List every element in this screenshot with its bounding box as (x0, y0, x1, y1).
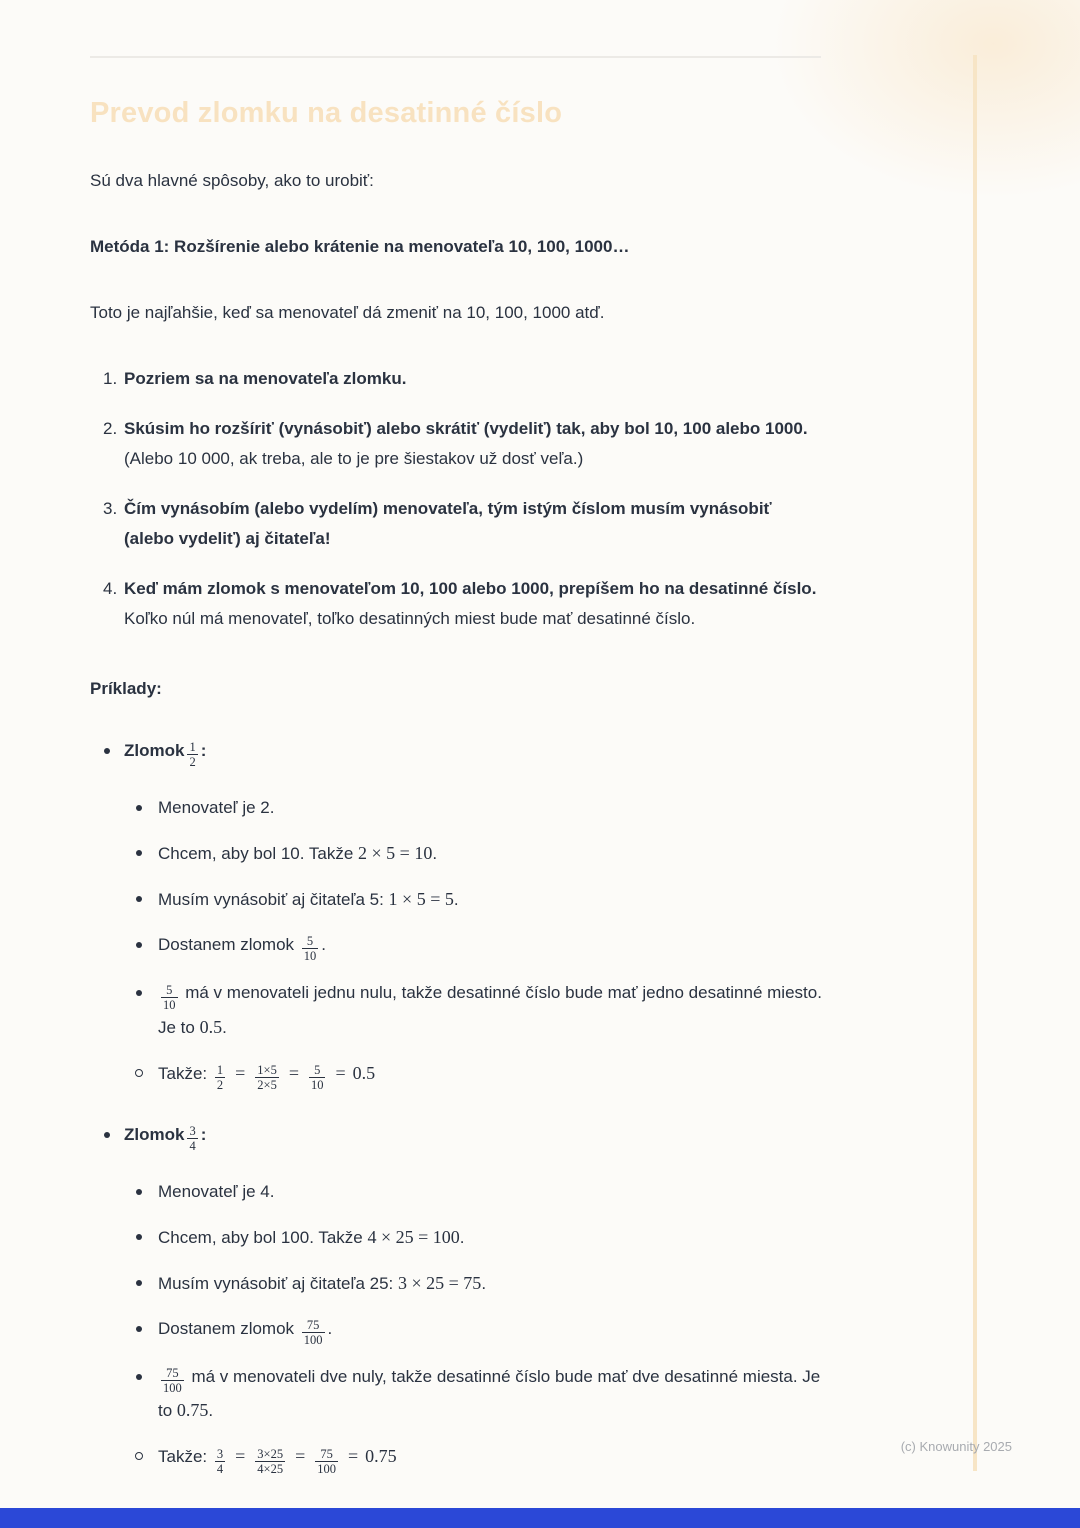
conclusion-item: Takže: $\frac{3}{4}$ = $\frac{3\times 25}{4\times 25}$ = $\frac{75}{100}$ = 0.75 (124, 1441, 822, 1475)
method1-heading: Metóda 1: Rozšírenie alebo krátenie na menovateľa 10, 100, 1000… (90, 237, 630, 256)
fraction-five-tenths: $\frac{5}{10}$ (163, 982, 176, 1012)
brand-bottom-bar (0, 1508, 1080, 1528)
fraction-seventyfive-hundredths: $\frac{75}{100}$ (163, 1366, 182, 1396)
fraction-one-half: $\frac{1}{2}$ (189, 740, 196, 770)
math-expression: 4 × 25 = 100 (367, 1226, 460, 1247)
step-item-3 (90, 494, 822, 554)
example-details-list (90, 793, 822, 1092)
page-title: Prevod zlomku na desatinné číslo (90, 97, 563, 129)
example-label: Zlomok $\frac{3}{4}$ : (90, 1120, 822, 1153)
detail-item: $\frac{75}{100}$ má v menovateli dve nuly, takže desatinné číslo bude mať dve desatinné miesta. Je to 0.75. (124, 1362, 822, 1426)
equals-sign: = (235, 1062, 246, 1083)
right-accent-line (973, 55, 977, 1471)
math-expression: 2 × 5 = 10 (358, 843, 433, 864)
equals-sign: = (295, 1446, 306, 1467)
example-one-half (90, 736, 822, 1092)
step-number: 2. (103, 419, 118, 438)
document-content (90, 0, 822, 1504)
detail-item: Musím vynásobiť aj čitateľa 5: 1 × 5 = 5. (124, 884, 822, 915)
intro-paragraph: Sú dva hlavné spôsoby, ako to urobiť: (90, 171, 374, 190)
detail-item: $\frac{5}{10}$ má v menovateli jednu nulu, takže desatinné číslo bude mať jedno desatinné miesto. Je to 0.5. (124, 978, 822, 1042)
copyright-text: (c) Knowunity 2025 (900, 1439, 1012, 1454)
fraction: $\frac{3}{4}$ (216, 1446, 224, 1476)
method1-description: Toto je najľahšie, keď sa menovateľ dá zmeniť na 10, 100, 1000 atď. (90, 303, 605, 322)
detail-item: Dostanem zlomok $\frac{5}{10}$ . (124, 930, 822, 963)
fraction: $\frac{1\times 5}{2\times 5}$ (257, 1062, 277, 1092)
step-text: Pozriem sa na menovateľa zlomku. (124, 369, 407, 388)
math-expression: 3 × 25 = 75 (398, 1272, 482, 1293)
equals-sign: = (347, 1446, 359, 1467)
equals-sign: = (235, 1446, 246, 1467)
detail-item: Menovateľ je 4. (124, 1177, 822, 1207)
math-expression: 0.75 (176, 1400, 209, 1421)
detail-item: Chcem, aby bol 100. Takže 4 × 25 = 100. (124, 1222, 822, 1253)
step-text: Skúsim ho rozšíriť (vynásobiť) alebo skrátiť (vydeliť) tak, aby bol 10, 100 alebo 1000. (Alebo 10 000, ak treba, ale to je pre šiestakov už dosť veľa.) (124, 419, 808, 468)
steps-list (90, 364, 822, 634)
detail-item: Chcem, aby bol 10. Takže 2 × 5 = 10. (124, 838, 822, 869)
detail-item: Menovateľ je 2. (124, 793, 822, 823)
fraction-three-quarters: $\frac{3}{4}$ (189, 1123, 196, 1153)
example-label: Zlomok $\frac{1}{2}$ : (90, 736, 822, 769)
step-item-1 (90, 364, 822, 394)
detail-item: Dostanem zlomok $\frac{75}{100}$ . (124, 1314, 822, 1347)
equals-sign: = (335, 1062, 346, 1083)
examples-list (90, 736, 822, 1476)
result-value: 0.5 (352, 1062, 376, 1083)
example-three-quarters (90, 1120, 822, 1476)
step-text: Čím vynásobím (alebo vydelím) menovateľa, tým istým číslom musím vynásobiť (alebo vydeliť) aj čitateľa! (124, 499, 772, 548)
fraction: $\frac{1}{2}$ (216, 1062, 224, 1092)
result-value: 0.75 (365, 1446, 397, 1467)
step-number: 3. (103, 499, 118, 518)
fraction-five-tenths: $\frac{5}{10}$ (303, 934, 317, 964)
step-number: 4. (103, 579, 118, 598)
example-details-list (90, 1177, 822, 1476)
fraction: $\frac{5}{10}$ (310, 1062, 324, 1092)
fraction: $\frac{75}{100}$ (317, 1446, 336, 1476)
step-item-2 (90, 414, 822, 474)
detail-item: Musím vynásobiť aj čitateľa 25: 3 × 25 = 75. (124, 1268, 822, 1299)
examples-heading: Príklady: (90, 679, 162, 698)
fraction: $\frac{3\times 25}{4\times 25}$ (257, 1446, 284, 1476)
equals-sign: = (288, 1062, 299, 1083)
conclusion-item: Takže: $\frac{1}{2}$ = $\frac{1\times 5}{2\times 5}$ = $\frac{5}{10}$ = 0.5 (124, 1058, 822, 1092)
step-number: 1. (103, 369, 118, 388)
step-text: Keď mám zlomok s menovateľom 10, 100 alebo 1000, prepíšem ho na desatinné číslo. Koľko núl má menovateľ, toľko desatinných miest bude mať desatinné číslo. (124, 579, 817, 628)
math-expression: 1 × 5 = 5 (388, 889, 454, 910)
fraction-seventyfive-hundredths: $\frac{75}{100}$ (303, 1318, 323, 1348)
step-item-4 (90, 574, 822, 634)
math-expression: 0.5 (199, 1016, 223, 1037)
